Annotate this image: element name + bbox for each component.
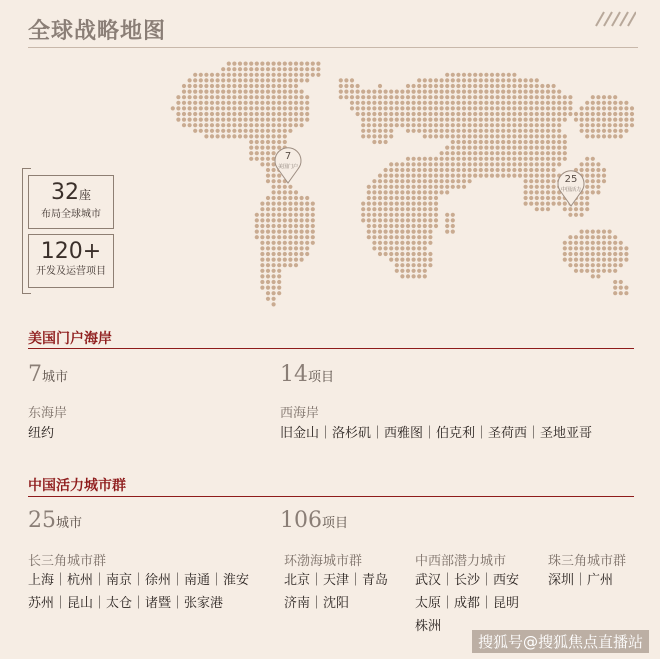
pin-number: 7 [284,151,292,162]
china-project-count: 106项目 [280,508,349,533]
west-coast-heading: 西海岸 [280,406,320,421]
section-divider [28,496,634,497]
stat-projects-box [28,234,114,288]
group-cities-line: 济南｜沈阳 [284,596,350,611]
east-coast-heading: 东海岸 [28,406,68,421]
section-divider [28,348,634,349]
stat-label: 开发及运营项目 [36,266,106,277]
group-cities-line: 北京｜天津｜青岛 [284,573,389,588]
section-title-china: 中国活力城市群 [28,478,126,494]
group-yangtze [28,550,249,615]
stat-number: 32 [50,180,79,205]
group-pearl [548,550,626,592]
pin-label: 中国活力 [560,187,581,193]
stat-cities-box [28,175,114,229]
stat-unit: 座 [78,188,91,202]
page-title: 全球战略地图 [28,19,167,44]
group-cities-line: 苏州｜昆山｜太仓｜诸暨｜张家港 [28,596,224,611]
group-midwest [415,550,519,638]
watermark: 搜狐号@搜狐焦点直播站 [472,630,649,653]
stat-label: 布局全球城市 [41,209,101,220]
group-cities-line: 株洲 [415,619,442,634]
group-heading: 环渤海城市群 [284,554,363,569]
group-bohai [284,550,388,615]
west-coast-cities: 旧金山｜洛杉矶｜西雅图｜伯克利｜圣荷西｜圣地亚哥 [280,426,593,441]
corner-decoration [594,10,636,28]
usa-city-count: 7城市 [28,362,69,387]
group-heading: 珠三角城市群 [548,554,627,569]
east-coast-cities: 纽约 [28,426,55,441]
section-title-usa: 美国门户海岸 [28,331,112,347]
group-cities-line: 武汉｜长沙｜西安 [415,573,520,588]
china-city-count: 25城市 [28,508,83,533]
pin-number: 25 [564,174,578,185]
stat-number: 120+ [40,239,102,264]
group-cities-line: 深圳｜广州 [548,573,614,588]
group-heading: 中西部潜力城市 [415,554,507,569]
group-cities-line: 上海｜杭州｜南京｜徐州｜南通｜淮安 [28,573,250,588]
pin-label: 美国门户 [277,164,298,170]
map-pin-usa [273,145,303,185]
group-heading: 长三角城市群 [28,554,107,569]
usa-project-count: 14项目 [280,362,335,387]
map-pin-china [556,168,586,208]
group-cities-line: 太原｜成都｜昆明 [415,596,520,611]
